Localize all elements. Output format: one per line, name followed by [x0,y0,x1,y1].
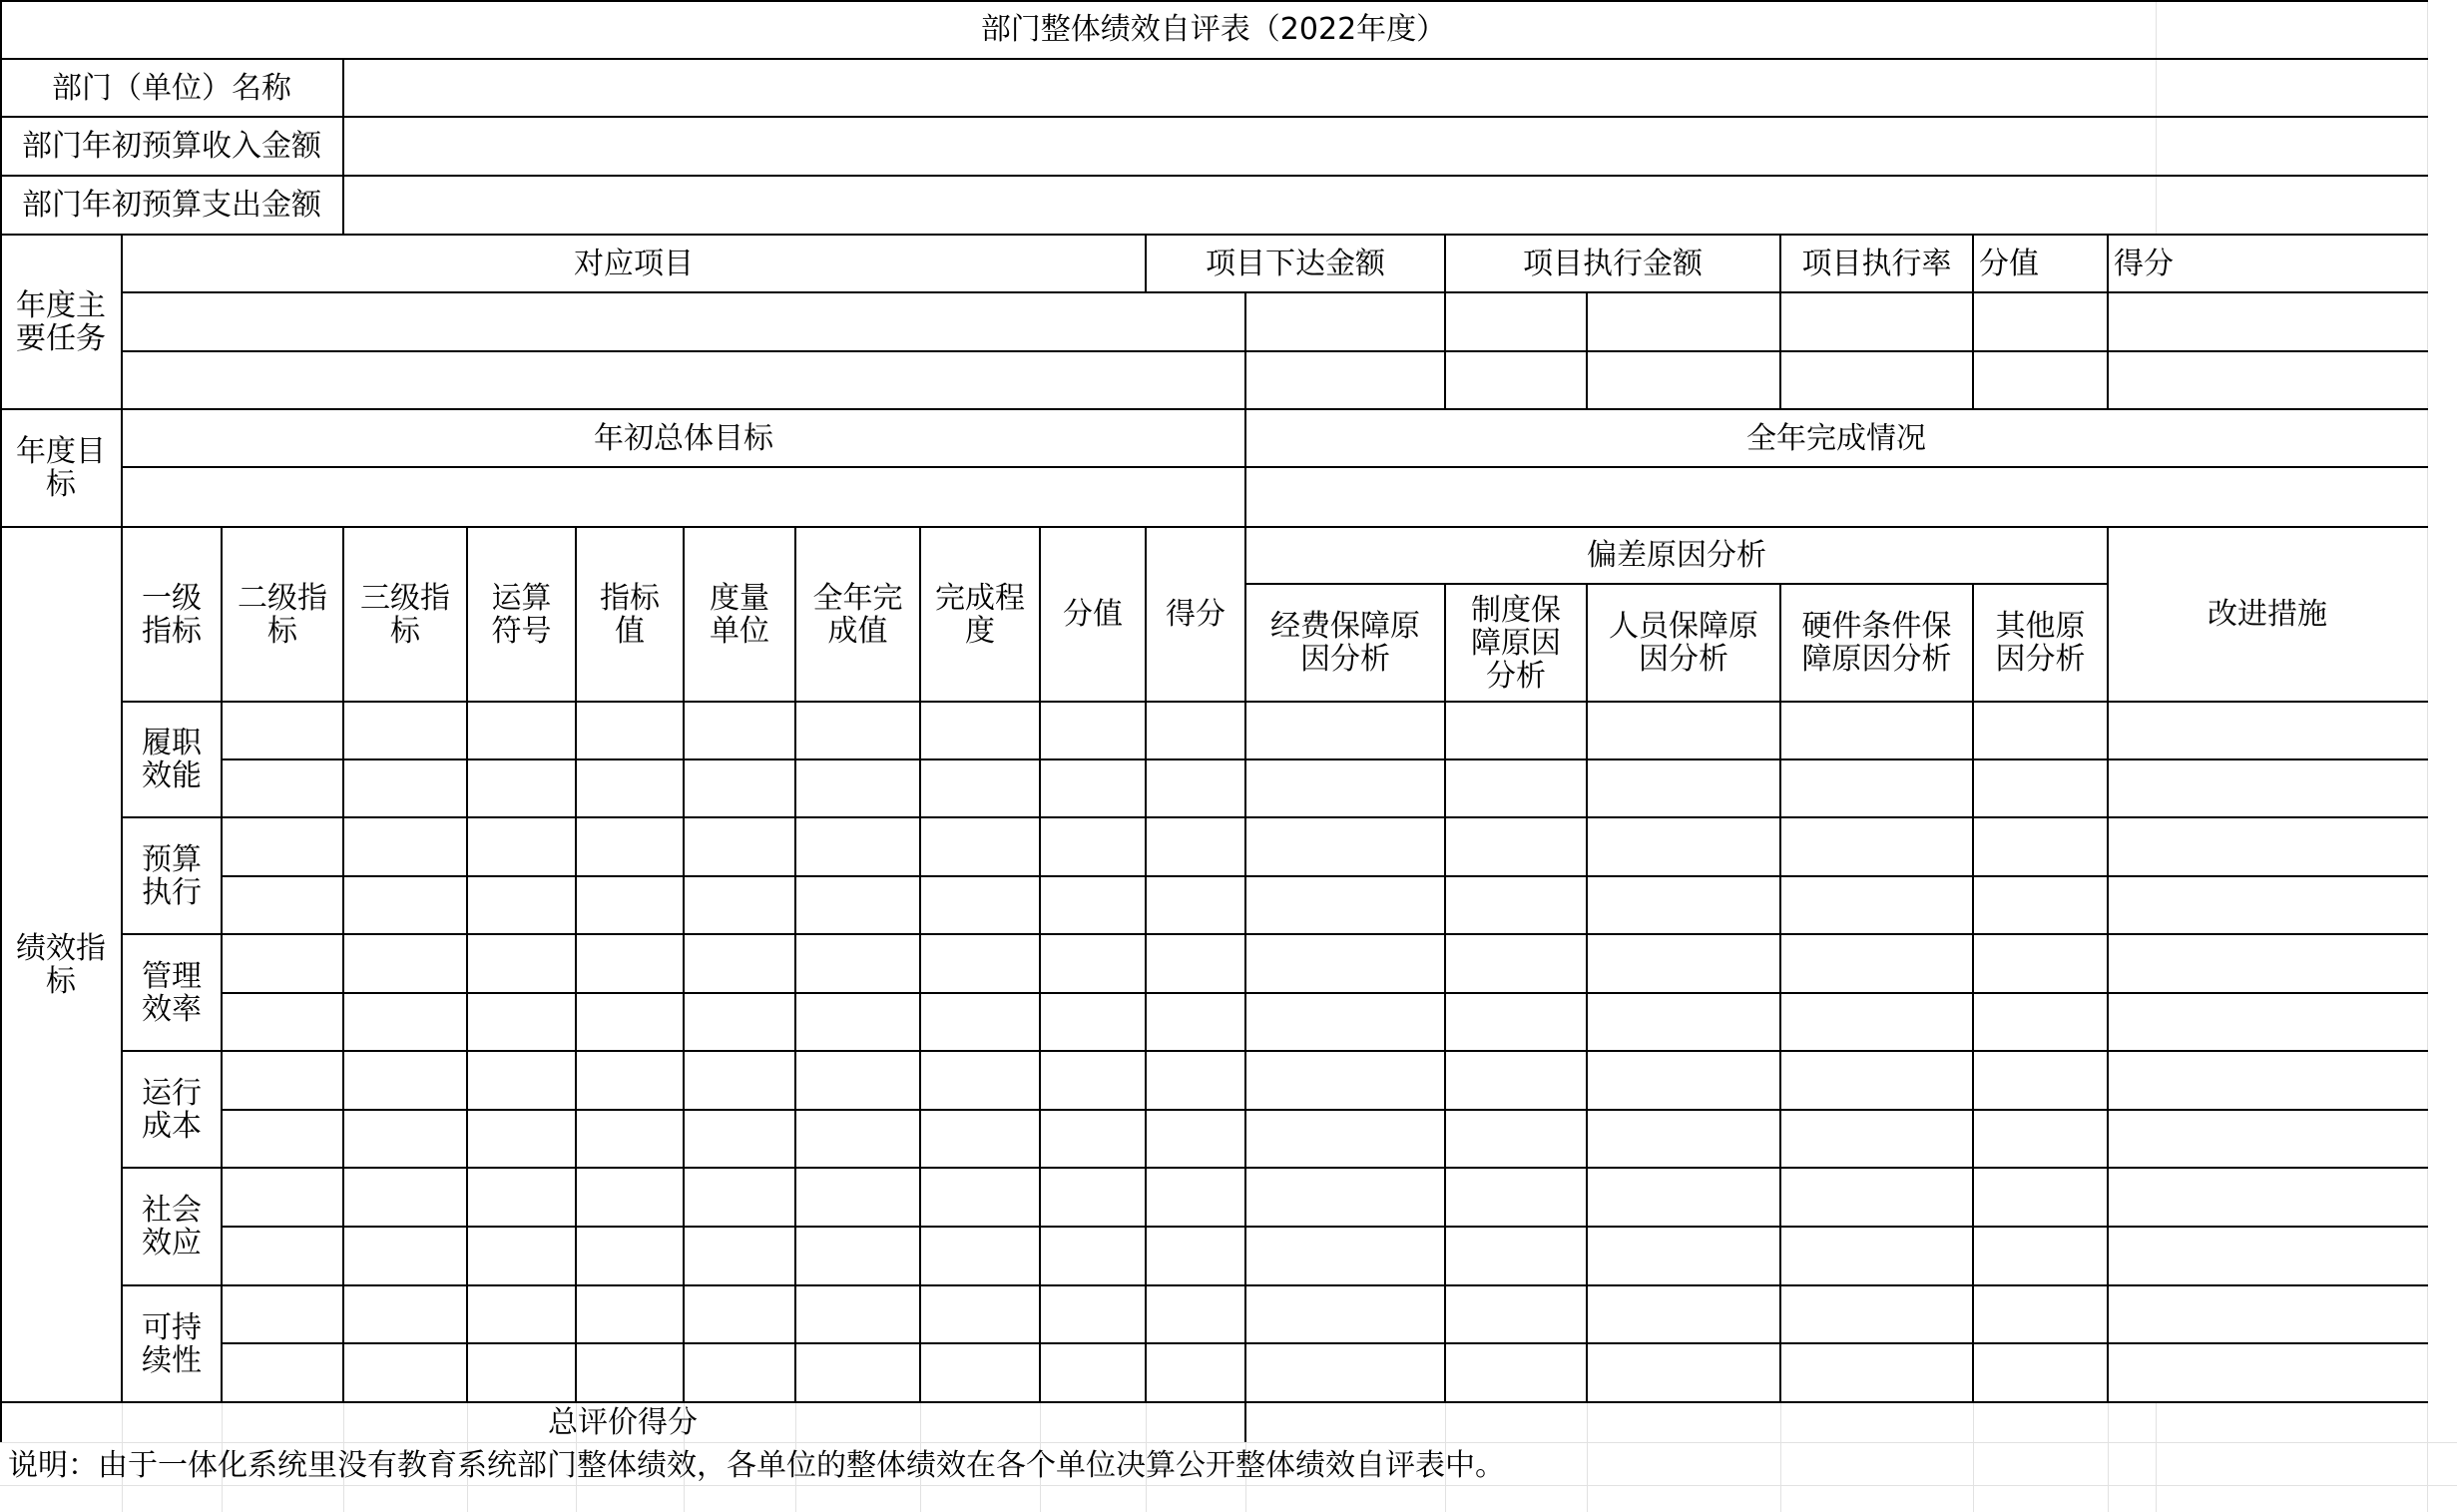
annual-tasks-label: 年度主 要任务 [16,287,106,356]
budget-income-label: 部门年初预算收入金额 [22,129,321,164]
indicator-header-5: 指标 值 [600,580,660,649]
indicator-header-10: 得分 [1166,597,1226,632]
indicator-header-3: 三级指 标 [360,580,450,649]
indicator-category-4: 运行 成本 [142,1075,202,1144]
deviation-header-5: 其他原 因分析 [1995,609,2086,677]
improvement-header: 改进措施 [2208,597,2327,632]
indicator-header-9: 分值 [1063,597,1123,632]
footnote: 说明：由于一体化系统里没有教育系统部门整体绩效，各单位的整体绩效在各个单位决算公开整体绩效自评表中。 [8,1447,1505,1483]
deviation-title: 偏差原因分析 [1587,538,1766,573]
col-exec-amount: 项目执行金额 [1523,246,1703,281]
indicator-category-6: 可持 续性 [142,1309,202,1378]
indicator-header-8: 完成程 度 [935,580,1025,649]
col-issued-amount: 项目下达金额 [1206,246,1385,281]
indicator-header-6: 度量 单位 [710,580,769,649]
col-exec-rate: 项目执行率 [1801,246,1952,281]
indicator-category-3: 管理 效率 [142,958,202,1027]
indicator-header-7: 全年完 成值 [812,580,903,649]
deviation-header-1: 经费保障原 因分析 [1270,609,1420,677]
col-initial-goal: 年初总体目标 [594,420,773,456]
indicator-category-5: 社会 效应 [142,1193,202,1260]
indicator-category-2: 预算 执行 [142,841,202,910]
col-completion: 全年完成情况 [1746,420,1926,456]
indicator-header-2: 二级指 标 [238,580,327,649]
indicator-category-1: 履职 效能 [142,726,202,793]
indicator-header-1: 一级 指标 [142,580,202,649]
total-score-value[interactable] [1245,1402,2427,1442]
deviation-header-4: 硬件条件保 障原因分析 [1801,609,1952,677]
deviation-header-3: 人员保障原 因分析 [1609,609,1758,677]
dept-name-value[interactable] [343,59,2427,117]
deviation-header-2: 制度保 障原因 分析 [1471,592,1561,694]
budget-expense-label: 部门年初预算支出金额 [22,188,321,223]
annual-goal-label: 年度目 标 [16,434,106,502]
total-score-label: 总评价得分 [548,1404,698,1440]
col-score-value: 分值 [1979,246,2039,281]
indicator-header-4: 运算 符号 [491,580,552,649]
budget-income-value[interactable] [343,117,2427,176]
budget-expense-value[interactable] [343,176,2427,235]
col-score: 得分 [2114,246,2174,281]
sheet-title: 部门整体绩效自评表（2022年度） [980,12,1447,47]
dept-name-label: 部门（单位）名称 [52,70,291,106]
perf-indicator-label: 绩效指 标 [16,930,106,999]
col-project: 对应项目 [574,246,694,281]
